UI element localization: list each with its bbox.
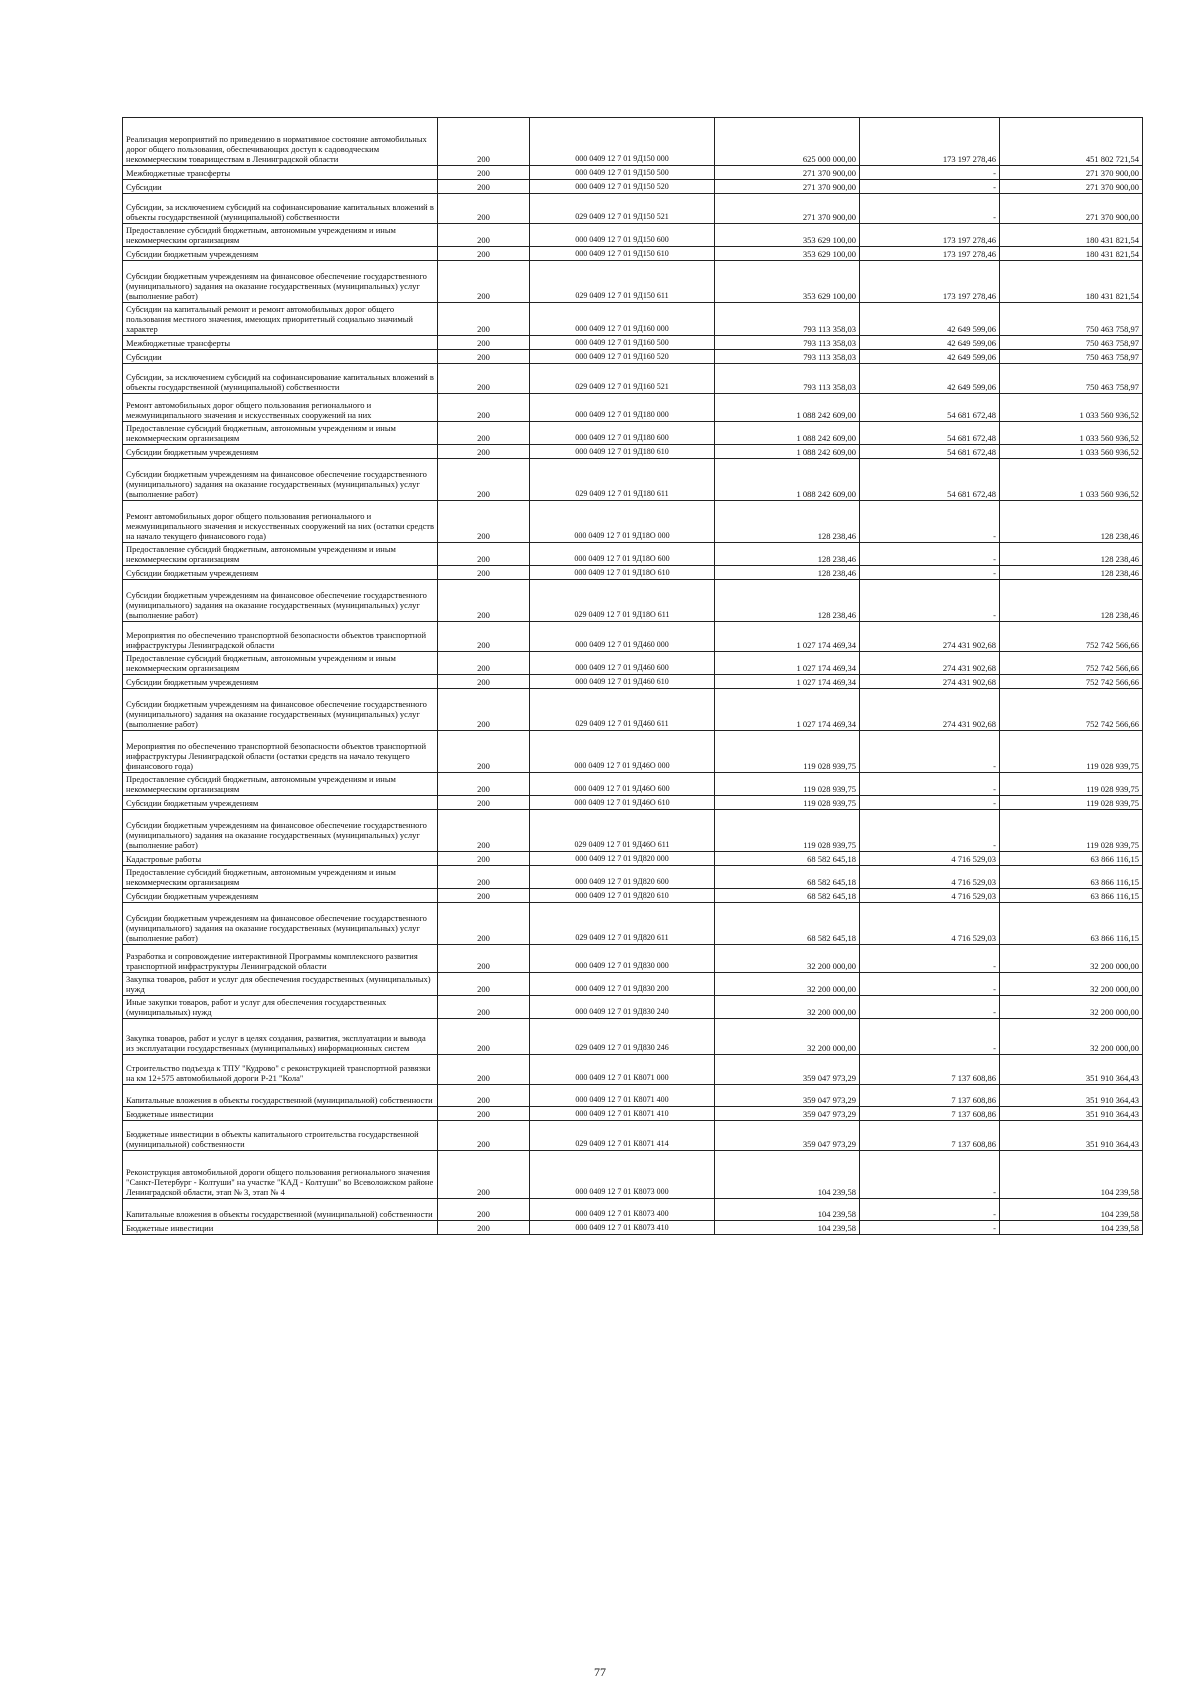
executed-amount: - <box>860 731 1000 773</box>
table-row <box>123 580 1143 622</box>
unexecuted-amount: 351 910 364,43 <box>1000 1107 1143 1121</box>
table-row <box>123 689 1143 731</box>
budget-classification-code: 000 0409 12 7 01 9Д820 000 <box>530 852 715 866</box>
executed-amount: - <box>860 996 1000 1019</box>
approved-amount: 1 088 242 609,00 <box>715 394 860 422</box>
unexecuted-amount: 180 431 821,54 <box>1000 261 1143 303</box>
table-row <box>123 180 1143 194</box>
approved-amount: 119 028 939,75 <box>715 810 860 852</box>
line-item-name: Субсидии бюджетным учреждениям на финансовое обеспечение государственного (муниципального) задания на оказание государственных (муниципальных) услуг (выполнение работ) <box>123 261 438 303</box>
approved-amount: 1 088 242 609,00 <box>715 459 860 501</box>
budget-classification-code: 000 0409 12 7 01 9Д150 520 <box>530 180 715 194</box>
approved-amount: 32 200 000,00 <box>715 996 860 1019</box>
unexecuted-amount: 32 200 000,00 <box>1000 996 1143 1019</box>
unexecuted-amount: 63 866 116,15 <box>1000 903 1143 945</box>
line-code: 200 <box>438 866 530 889</box>
budget-sheet <box>122 117 1142 1235</box>
approved-amount: 128 238,46 <box>715 566 860 580</box>
approved-amount: 793 113 358,03 <box>715 336 860 350</box>
table-row <box>123 1107 1143 1121</box>
table-row <box>123 852 1143 866</box>
unexecuted-amount: 752 742 566,66 <box>1000 652 1143 675</box>
line-code: 200 <box>438 180 530 194</box>
line-item-name: Субсидии бюджетным учреждениям <box>123 889 438 903</box>
unexecuted-amount: 63 866 116,15 <box>1000 889 1143 903</box>
line-item-name: Межбюджетные трансферты <box>123 336 438 350</box>
line-code: 200 <box>438 261 530 303</box>
budget-classification-code: 000 0409 12 7 01 9Д820 600 <box>530 866 715 889</box>
line-code: 200 <box>438 996 530 1019</box>
line-item-name: Межбюджетные трансферты <box>123 166 438 180</box>
unexecuted-amount: 32 200 000,00 <box>1000 973 1143 996</box>
approved-amount: 271 370 900,00 <box>715 166 860 180</box>
unexecuted-amount: 752 742 566,66 <box>1000 675 1143 689</box>
unexecuted-amount: 1 033 560 936,52 <box>1000 394 1143 422</box>
line-code: 200 <box>438 543 530 566</box>
table-row <box>123 973 1143 996</box>
table-row <box>123 303 1143 336</box>
budget-classification-code: 029 0409 12 7 01 9Д460 611 <box>530 689 715 731</box>
table-row <box>123 945 1143 973</box>
line-code: 200 <box>438 731 530 773</box>
budget-classification-code: 000 0409 12 7 01 9Д160 000 <box>530 303 715 336</box>
line-item-name: Закупка товаров, работ и услуг для обеспечения государственных (муниципальных) нужд <box>123 973 438 996</box>
table-row <box>123 810 1143 852</box>
approved-amount: 1 027 174 469,34 <box>715 652 860 675</box>
line-code: 200 <box>438 224 530 247</box>
table-row <box>123 675 1143 689</box>
unexecuted-amount: 752 742 566,66 <box>1000 689 1143 731</box>
line-item-name: Предоставление субсидий бюджетным, автономным учреждениям и иным некоммерческим организациям <box>123 652 438 675</box>
line-code: 200 <box>438 689 530 731</box>
table-row <box>123 422 1143 445</box>
unexecuted-amount: 128 238,46 <box>1000 543 1143 566</box>
budget-classification-code: 000 0409 12 7 01 9Д180 000 <box>530 394 715 422</box>
budget-classification-code: 000 0409 12 7 01 9Д180 600 <box>530 422 715 445</box>
unexecuted-amount: 451 802 721,54 <box>1000 118 1143 166</box>
line-item-name: Капитальные вложения в объекты государственной (муниципальной) собственности <box>123 1085 438 1107</box>
executed-amount: - <box>860 1151 1000 1199</box>
line-item-name: Бюджетные инвестиции <box>123 1107 438 1121</box>
line-item-name: Ремонт автомобильных дорог общего пользования регионального и межмуниципального значения и искусственных сооружений на них <box>123 394 438 422</box>
line-code: 200 <box>438 194 530 224</box>
budget-classification-code: 000 0409 12 7 01 9Д18О 000 <box>530 501 715 543</box>
budget-classification-code: 000 0409 12 7 01 9Д160 520 <box>530 350 715 364</box>
table-row <box>123 1121 1143 1151</box>
executed-amount: 54 681 672,48 <box>860 394 1000 422</box>
table-row <box>123 889 1143 903</box>
executed-amount: - <box>860 945 1000 973</box>
executed-amount: 7 137 608,86 <box>860 1085 1000 1107</box>
line-code: 200 <box>438 118 530 166</box>
executed-amount: 54 681 672,48 <box>860 422 1000 445</box>
unexecuted-amount: 128 238,46 <box>1000 501 1143 543</box>
line-code: 200 <box>438 422 530 445</box>
executed-amount: 173 197 278,46 <box>860 224 1000 247</box>
budget-classification-code: 000 0409 12 7 01 9Д460 600 <box>530 652 715 675</box>
line-item-name: Субсидии бюджетным учреждениям на финансовое обеспечение государственного (муниципального) задания на оказание государственных (муниципальных) услуг (выполнение работ) <box>123 689 438 731</box>
line-item-name: Предоставление субсидий бюджетным, автономным учреждениям и иным некоммерческим организациям <box>123 773 438 796</box>
executed-amount: - <box>860 973 1000 996</box>
budget-classification-code: 000 0409 12 7 01 К8073 000 <box>530 1151 715 1199</box>
line-code: 200 <box>438 1085 530 1107</box>
executed-amount: 7 137 608,86 <box>860 1055 1000 1085</box>
executed-amount: 4 716 529,03 <box>860 889 1000 903</box>
unexecuted-amount: 750 463 758,97 <box>1000 350 1143 364</box>
approved-amount: 119 028 939,75 <box>715 796 860 810</box>
table-row <box>123 773 1143 796</box>
budget-classification-code: 029 0409 12 7 01 9Д830 246 <box>530 1019 715 1055</box>
line-code: 200 <box>438 945 530 973</box>
table-row <box>123 247 1143 261</box>
table-row <box>123 224 1143 247</box>
page-number: 77 <box>594 1665 606 1679</box>
executed-amount: - <box>860 580 1000 622</box>
budget-classification-code: 000 0409 12 7 01 9Д18О 610 <box>530 566 715 580</box>
unexecuted-amount: 271 370 900,00 <box>1000 194 1143 224</box>
budget-classification-code: 000 0409 12 7 01 9Д18О 600 <box>530 543 715 566</box>
approved-amount: 1 088 242 609,00 <box>715 422 860 445</box>
executed-amount: 173 197 278,46 <box>860 247 1000 261</box>
line-code: 200 <box>438 1121 530 1151</box>
table-row <box>123 731 1143 773</box>
approved-amount: 359 047 973,29 <box>715 1121 860 1151</box>
approved-amount: 793 113 358,03 <box>715 350 860 364</box>
line-item-name: Субсидии на капитальный ремонт и ремонт автомобильных дорог общего пользования местного значения, имеющих приоритетный социально значимый характер <box>123 303 438 336</box>
budget-classification-code: 029 0409 12 7 01 К8071 414 <box>530 1121 715 1151</box>
budget-classification-code: 000 0409 12 7 01 9Д830 200 <box>530 973 715 996</box>
executed-amount: - <box>860 796 1000 810</box>
budget-classification-code: 000 0409 12 7 01 9Д150 600 <box>530 224 715 247</box>
line-item-name: Бюджетные инвестиции <box>123 1221 438 1235</box>
budget-classification-code: 029 0409 12 7 01 9Д160 521 <box>530 364 715 394</box>
budget-classification-code: 029 0409 12 7 01 9Д820 611 <box>530 903 715 945</box>
budget-classification-code: 000 0409 12 7 01 9Д180 610 <box>530 445 715 459</box>
table-row <box>123 1055 1143 1085</box>
unexecuted-amount: 128 238,46 <box>1000 580 1143 622</box>
table-row <box>123 1085 1143 1107</box>
approved-amount: 104 239,58 <box>715 1151 860 1199</box>
line-code: 200 <box>438 675 530 689</box>
line-code: 200 <box>438 336 530 350</box>
unexecuted-amount: 63 866 116,15 <box>1000 852 1143 866</box>
approved-amount: 119 028 939,75 <box>715 731 860 773</box>
unexecuted-amount: 32 200 000,00 <box>1000 1019 1143 1055</box>
unexecuted-amount: 180 431 821,54 <box>1000 247 1143 261</box>
budget-classification-code: 000 0409 12 7 01 9Д46О 000 <box>530 731 715 773</box>
line-code: 200 <box>438 810 530 852</box>
line-item-name: Субсидии бюджетным учреждениям <box>123 247 438 261</box>
approved-amount: 128 238,46 <box>715 543 860 566</box>
approved-amount: 1 027 174 469,34 <box>715 675 860 689</box>
line-item-name: Реконструкция автомобильной дороги общего пользования регионального значения "Санкт-Петербург - Колтуши" на участке "КАД - Колтуши" во Всеволожском районе Ленинградской области, этап № 3, этап № 4 <box>123 1151 438 1199</box>
executed-amount: - <box>860 773 1000 796</box>
budget-classification-code: 029 0409 12 7 01 9Д150 521 <box>530 194 715 224</box>
table-row <box>123 652 1143 675</box>
table-row <box>123 996 1143 1019</box>
unexecuted-amount: 351 910 364,43 <box>1000 1055 1143 1085</box>
unexecuted-amount: 63 866 116,15 <box>1000 866 1143 889</box>
line-item-name: Предоставление субсидий бюджетным, автономным учреждениям и иным некоммерческим организациям <box>123 422 438 445</box>
budget-classification-code: 000 0409 12 7 01 9Д150 000 <box>530 118 715 166</box>
line-item-name: Субсидии бюджетным учреждениям <box>123 675 438 689</box>
line-code: 200 <box>438 852 530 866</box>
line-item-name: Реализация мероприятий по приведению в нормативное состояние автомобильных дорог общего пользования, обеспечивающих доступ к садоводческим некоммерческим товариществам в Ленинградской области <box>123 118 438 166</box>
budget-classification-code: 000 0409 12 7 01 К8071 410 <box>530 1107 715 1121</box>
budget-classification-code: 000 0409 12 7 01 9Д830 000 <box>530 945 715 973</box>
line-code: 200 <box>438 166 530 180</box>
budget-classification-code: 000 0409 12 7 01 К8073 410 <box>530 1221 715 1235</box>
executed-amount: 274 431 902,68 <box>860 675 1000 689</box>
budget-classification-code: 000 0409 12 7 01 9Д46О 610 <box>530 796 715 810</box>
line-code: 200 <box>438 1151 530 1199</box>
unexecuted-amount: 119 028 939,75 <box>1000 731 1143 773</box>
unexecuted-amount: 750 463 758,97 <box>1000 303 1143 336</box>
budget-classification-code: 000 0409 12 7 01 9Д150 610 <box>530 247 715 261</box>
executed-amount: - <box>860 166 1000 180</box>
approved-amount: 1 027 174 469,34 <box>715 689 860 731</box>
line-item-name: Кадастровые работы <box>123 852 438 866</box>
executed-amount: 274 431 902,68 <box>860 652 1000 675</box>
table-row <box>123 501 1143 543</box>
approved-amount: 353 629 100,00 <box>715 224 860 247</box>
approved-amount: 271 370 900,00 <box>715 180 860 194</box>
table-row <box>123 622 1143 652</box>
unexecuted-amount: 128 238,46 <box>1000 566 1143 580</box>
table-row <box>123 1221 1143 1235</box>
budget-classification-code: 029 0409 12 7 01 9Д46О 611 <box>530 810 715 852</box>
approved-amount: 68 582 645,18 <box>715 866 860 889</box>
unexecuted-amount: 104 239,58 <box>1000 1199 1143 1221</box>
line-item-name: Субсидии <box>123 180 438 194</box>
unexecuted-amount: 104 239,58 <box>1000 1221 1143 1235</box>
executed-amount: 54 681 672,48 <box>860 459 1000 501</box>
budget-execution-table <box>122 117 1143 1235</box>
budget-classification-code: 000 0409 12 7 01 9Д460 000 <box>530 622 715 652</box>
approved-amount: 68 582 645,18 <box>715 889 860 903</box>
line-item-name: Субсидии бюджетным учреждениям на финансовое обеспечение государственного (муниципального) задания на оказание государственных (муниципальных) услуг (выполнение работ) <box>123 580 438 622</box>
line-code: 200 <box>438 1107 530 1121</box>
line-item-name: Субсидии бюджетным учреждениям <box>123 566 438 580</box>
approved-amount: 104 239,58 <box>715 1199 860 1221</box>
table-row <box>123 350 1143 364</box>
executed-amount: 4 716 529,03 <box>860 903 1000 945</box>
unexecuted-amount: 104 239,58 <box>1000 1151 1143 1199</box>
executed-amount: 173 197 278,46 <box>860 261 1000 303</box>
table-row <box>123 566 1143 580</box>
budget-classification-code: 029 0409 12 7 01 9Д18О 611 <box>530 580 715 622</box>
line-code: 200 <box>438 445 530 459</box>
approved-amount: 359 047 973,29 <box>715 1055 860 1085</box>
unexecuted-amount: 180 431 821,54 <box>1000 224 1143 247</box>
approved-amount: 353 629 100,00 <box>715 247 860 261</box>
line-item-name: Субсидии, за исключением субсидий на софинансирование капитальных вложений в объекты государственной (муниципальной) собственности <box>123 194 438 224</box>
approved-amount: 128 238,46 <box>715 501 860 543</box>
approved-amount: 625 000 000,00 <box>715 118 860 166</box>
executed-amount: - <box>860 566 1000 580</box>
budget-classification-code: 000 0409 12 7 01 9Д160 500 <box>530 336 715 350</box>
unexecuted-amount: 752 742 566,66 <box>1000 622 1143 652</box>
unexecuted-amount: 750 463 758,97 <box>1000 336 1143 350</box>
table-row <box>123 543 1143 566</box>
executed-amount: - <box>860 1199 1000 1221</box>
line-code: 200 <box>438 459 530 501</box>
line-code: 200 <box>438 247 530 261</box>
line-item-name: Капитальные вложения в объекты государственной (муниципальной) собственности <box>123 1199 438 1221</box>
approved-amount: 119 028 939,75 <box>715 773 860 796</box>
executed-amount: 42 649 599,06 <box>860 336 1000 350</box>
budget-classification-code: 000 0409 12 7 01 9Д460 610 <box>530 675 715 689</box>
line-code: 200 <box>438 364 530 394</box>
line-item-name: Закупка товаров, работ и услуг в целях создания, развития, эксплуатации и вывода из эксплуатации государственных (муниципальных) информационных систем <box>123 1019 438 1055</box>
table-row <box>123 394 1143 422</box>
table-row <box>123 336 1143 350</box>
table-row <box>123 1019 1143 1055</box>
unexecuted-amount: 271 370 900,00 <box>1000 180 1143 194</box>
approved-amount: 68 582 645,18 <box>715 852 860 866</box>
line-code: 200 <box>438 566 530 580</box>
executed-amount: 42 649 599,06 <box>860 350 1000 364</box>
approved-amount: 128 238,46 <box>715 580 860 622</box>
budget-table-body <box>123 118 1143 1235</box>
line-code: 200 <box>438 1221 530 1235</box>
unexecuted-amount: 1 033 560 936,52 <box>1000 422 1143 445</box>
line-item-name: Субсидии бюджетным учреждениям на финансовое обеспечение государственного (муниципального) задания на оказание государственных (муниципальных) услуг (выполнение работ) <box>123 810 438 852</box>
line-item-name: Предоставление субсидий бюджетным, автономным учреждениям и иным некоммерческим организациям <box>123 224 438 247</box>
line-code: 200 <box>438 350 530 364</box>
approved-amount: 1 027 174 469,34 <box>715 622 860 652</box>
line-item-name: Мероприятия по обеспечению транспортной безопасности объектов транспортной инфраструктуры Ленинградской области <box>123 622 438 652</box>
unexecuted-amount: 1 033 560 936,52 <box>1000 459 1143 501</box>
approved-amount: 32 200 000,00 <box>715 973 860 996</box>
table-row <box>123 796 1143 810</box>
line-code: 200 <box>438 394 530 422</box>
approved-amount: 359 047 973,29 <box>715 1107 860 1121</box>
table-row <box>123 866 1143 889</box>
table-row <box>123 903 1143 945</box>
line-code: 200 <box>438 973 530 996</box>
executed-amount: - <box>860 501 1000 543</box>
executed-amount: - <box>860 543 1000 566</box>
unexecuted-amount: 119 028 939,75 <box>1000 796 1143 810</box>
approved-amount: 353 629 100,00 <box>715 261 860 303</box>
line-code: 200 <box>438 1055 530 1085</box>
budget-classification-code: 000 0409 12 7 01 К8071 400 <box>530 1085 715 1107</box>
budget-classification-code: 029 0409 12 7 01 9Д150 611 <box>530 261 715 303</box>
unexecuted-amount: 1 033 560 936,52 <box>1000 445 1143 459</box>
line-item-name: Разработка и сопровождение интерактивной Программы комплексного развития транспортной инфраструктуры Ленинградской области <box>123 945 438 973</box>
unexecuted-amount: 271 370 900,00 <box>1000 166 1143 180</box>
executed-amount: 274 431 902,68 <box>860 689 1000 731</box>
approved-amount: 359 047 973,29 <box>715 1085 860 1107</box>
line-code: 200 <box>438 773 530 796</box>
line-item-name: Предоставление субсидий бюджетным, автономным учреждениям и иным некоммерческим организациям <box>123 866 438 889</box>
executed-amount: 54 681 672,48 <box>860 445 1000 459</box>
line-code: 200 <box>438 903 530 945</box>
approved-amount: 793 113 358,03 <box>715 303 860 336</box>
executed-amount: - <box>860 180 1000 194</box>
line-code: 200 <box>438 652 530 675</box>
executed-amount: 42 649 599,06 <box>860 303 1000 336</box>
line-item-name: Субсидии бюджетным учреждениям <box>123 796 438 810</box>
budget-classification-code: 000 0409 12 7 01 9Д46О 600 <box>530 773 715 796</box>
approved-amount: 104 239,58 <box>715 1221 860 1235</box>
executed-amount: 4 716 529,03 <box>860 852 1000 866</box>
budget-classification-code: 029 0409 12 7 01 9Д180 611 <box>530 459 715 501</box>
line-item-name: Мероприятия по обеспечению транспортной безопасности объектов транспортной инфраструктуры Ленинградской области (остатки средств на начало текущего финансового года) <box>123 731 438 773</box>
executed-amount: - <box>860 1019 1000 1055</box>
executed-amount: - <box>860 810 1000 852</box>
executed-amount: 274 431 902,68 <box>860 622 1000 652</box>
line-item-name: Предоставление субсидий бюджетным, автономным учреждениям и иным некоммерческим организациям <box>123 543 438 566</box>
unexecuted-amount: 351 910 364,43 <box>1000 1121 1143 1151</box>
table-row <box>123 1199 1143 1221</box>
line-item-name: Бюджетные инвестиции в объекты капитального строительства государственной (муниципальной) собственности <box>123 1121 438 1151</box>
line-item-name: Субсидии бюджетным учреждениям на финансовое обеспечение государственного (муниципального) задания на оказание государственных (муниципальных) услуг (выполнение работ) <box>123 903 438 945</box>
budget-classification-code: 000 0409 12 7 01 К8071 000 <box>530 1055 715 1085</box>
unexecuted-amount: 351 910 364,43 <box>1000 1085 1143 1107</box>
unexecuted-amount: 119 028 939,75 <box>1000 810 1143 852</box>
line-code: 200 <box>438 1199 530 1221</box>
line-code: 200 <box>438 622 530 652</box>
table-row <box>123 118 1143 166</box>
executed-amount: - <box>860 1221 1000 1235</box>
table-row <box>123 1151 1143 1199</box>
table-row <box>123 445 1143 459</box>
executed-amount: 7 137 608,86 <box>860 1121 1000 1151</box>
unexecuted-amount: 750 463 758,97 <box>1000 364 1143 394</box>
line-code: 200 <box>438 580 530 622</box>
budget-classification-code: 000 0409 12 7 01 9Д820 610 <box>530 889 715 903</box>
approved-amount: 793 113 358,03 <box>715 364 860 394</box>
line-code: 200 <box>438 796 530 810</box>
executed-amount: 7 137 608,86 <box>860 1107 1000 1121</box>
approved-amount: 68 582 645,18 <box>715 903 860 945</box>
line-item-name: Иные закупки товаров, работ и услуг для обеспечения государственных (муниципальных) нужд <box>123 996 438 1019</box>
table-row <box>123 194 1143 224</box>
table-row <box>123 364 1143 394</box>
table-row <box>123 166 1143 180</box>
line-item-name: Субсидии <box>123 350 438 364</box>
budget-classification-code: 000 0409 12 7 01 К8073 400 <box>530 1199 715 1221</box>
unexecuted-amount: 119 028 939,75 <box>1000 773 1143 796</box>
line-code: 200 <box>438 501 530 543</box>
line-code: 200 <box>438 1019 530 1055</box>
executed-amount: - <box>860 194 1000 224</box>
approved-amount: 32 200 000,00 <box>715 945 860 973</box>
line-code: 200 <box>438 889 530 903</box>
line-code: 200 <box>438 303 530 336</box>
executed-amount: 173 197 278,46 <box>860 118 1000 166</box>
approved-amount: 1 088 242 609,00 <box>715 445 860 459</box>
unexecuted-amount: 32 200 000,00 <box>1000 945 1143 973</box>
approved-amount: 32 200 000,00 <box>715 1019 860 1055</box>
line-item-name: Субсидии, за исключением субсидий на софинансирование капитальных вложений в объекты государственной (муниципальной) собственности <box>123 364 438 394</box>
line-item-name: Ремонт автомобильных дорог общего пользования регионального и межмуниципального значения и искусственных сооружений на них (остатки средств на начало текущего финансового года) <box>123 501 438 543</box>
line-item-name: Субсидии бюджетным учреждениям на финансовое обеспечение государственного (муниципального) задания на оказание государственных (муниципальных) услуг (выполнение работ) <box>123 459 438 501</box>
table-row <box>123 261 1143 303</box>
budget-classification-code: 000 0409 12 7 01 9Д150 500 <box>530 166 715 180</box>
executed-amount: 42 649 599,06 <box>860 364 1000 394</box>
table-row <box>123 459 1143 501</box>
budget-classification-code: 000 0409 12 7 01 9Д830 240 <box>530 996 715 1019</box>
line-item-name: Строительство подъезда к ТПУ "Кудрово" с реконструкцией транспортной развязки на км 12+575 автомобильной дороги Р-21 "Кола" <box>123 1055 438 1085</box>
approved-amount: 271 370 900,00 <box>715 194 860 224</box>
executed-amount: 4 716 529,03 <box>860 866 1000 889</box>
line-item-name: Субсидии бюджетным учреждениям <box>123 445 438 459</box>
